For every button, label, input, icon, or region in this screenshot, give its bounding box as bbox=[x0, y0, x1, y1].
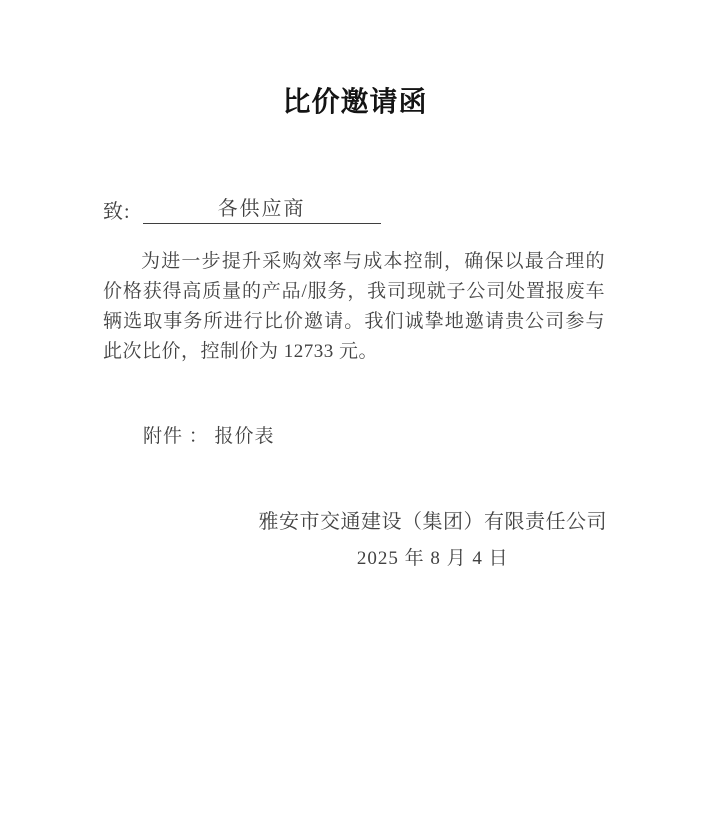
signature-date: 2025 年 8 月 4 日 bbox=[356, 548, 509, 569]
attachment-line: 附件 ： 报价表 bbox=[143, 426, 275, 447]
recipient-value-underlined: 各供应商 bbox=[143, 192, 381, 224]
document-title: 比价邀请函 bbox=[282, 86, 428, 117]
recipient-label: 致: bbox=[103, 201, 131, 223]
signature-block bbox=[259, 510, 608, 570]
company-name: 雅安市交通建设（集团）有限责任公司 bbox=[258, 511, 607, 533]
body-paragraph: 为进一步提升采购效率与成本控制，确保以最合理的价格获得高质量的产品/服务，我司现就子公司处置报废车辆选取事务所进行比价邀请。我们诚挚地邀请贵公司参与此次比价，控制价为 12733 元。 bbox=[103, 251, 605, 362]
recipient-line bbox=[103, 192, 381, 224]
